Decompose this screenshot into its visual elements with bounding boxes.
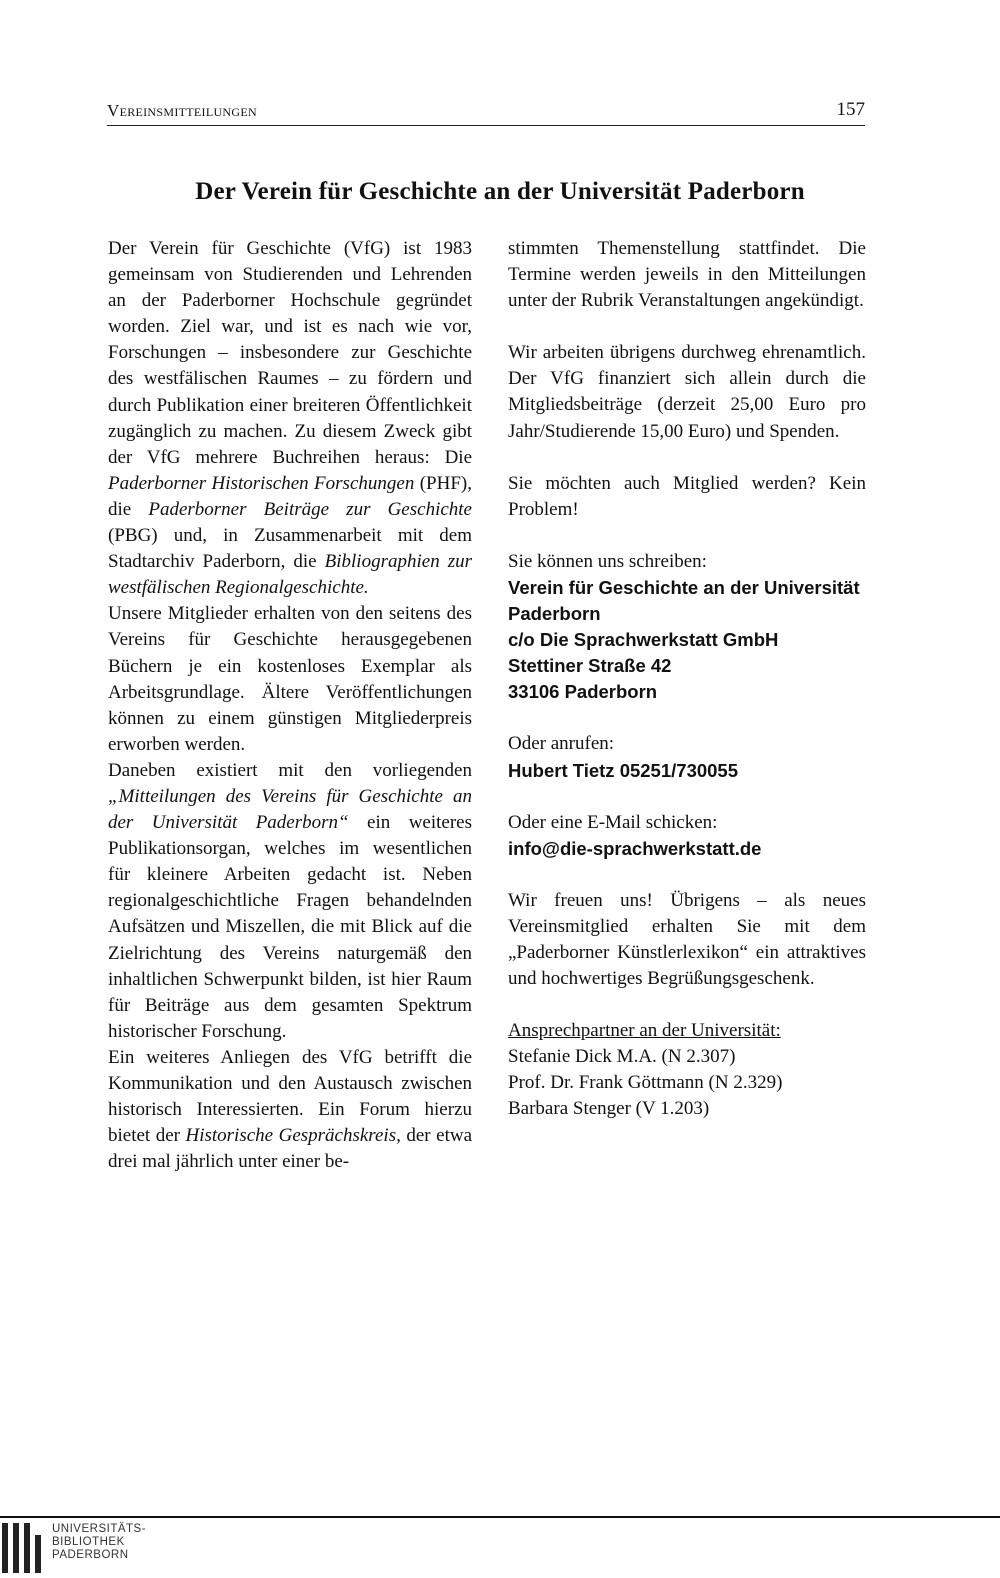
series-bibliographien: Bibliographien zur westfälischen Regionalgeschichte. bbox=[108, 551, 472, 599]
logo-bars-icon bbox=[2, 1523, 46, 1578]
paragraph-funding: Wir arbeiten übrigens durchweg ehrenamtlich. Der VfG finanziert sich allein durch die Mitgliedsbeiträge (derzeit 25,00 Euro pro Jahr/Studierende 15,00 Euro) und Spenden. bbox=[508, 342, 866, 442]
contact-entry: Prof. Dr. Frank Göttmann (N 2.329) bbox=[508, 1072, 783, 1094]
right-column bbox=[508, 236, 866, 1123]
contact-entry: Barbara Stenger (V 1.203) bbox=[508, 1098, 710, 1120]
series-phf: Paderborner Historischen Forschungen bbox=[108, 472, 415, 494]
paragraph-mitteilungen: Daneben existiert mit den vorliegenden „Mitteilungen des Vereins für Geschichte an der Universität Paderborn“ ein weiteres Publikationsorgan, welches im wesentlichen für kleinere Arbeiten gedacht ist. Neben regionalgeschichtliche Fragen behandelnden Aufsätzen und Miszellen, die mit Blick auf die Zielrichtung des Vereins naturgemäß den inhaltlichen Schwerpunkt bilden, ist hier Raum für Beiträge aus dem gesamten Spektrum historischer Forschung. bbox=[108, 759, 473, 1042]
address-line: Stettiner Straße 42 bbox=[508, 655, 672, 677]
address-line: 33106 Paderborn bbox=[508, 681, 658, 703]
paragraph-forum: Ein weiteres Anliegen des VfG betrifft die Kommunikation und den Austausch zwischen historisch Interessierten. Ein Forum hierzu bietet der Historische Gesprächskreis, der etwa drei mal jährlich unter einer be- bbox=[108, 1046, 472, 1173]
contact-entry: Stefanie Dick M.A. (N 2.307) bbox=[508, 1046, 736, 1068]
library-logo bbox=[0, 1516, 1000, 1577]
address-line: c/o Die Sprachwerkstatt GmbH bbox=[508, 629, 779, 651]
library-name: UNIVERSITÄTS- BIBLIOTHEK PADERBORN bbox=[52, 1523, 147, 1561]
paragraph-members: Unsere Mitglieder erhalten von den seitens des Vereins für Geschichte herausgegebenen Büchern je ein kostenloses Exemplar als Arbeitsgrundlage. Ältere Veröffentlichungen können zu einem günstigen Mitgliederpreis erworben werden. bbox=[108, 603, 472, 755]
write-label: Sie können uns schreiben: bbox=[508, 550, 707, 572]
address-line: Verein für Geschichte an der Universität Paderborn bbox=[508, 576, 860, 625]
forum-name: Historische Gesprächskreis, bbox=[185, 1125, 401, 1147]
phone-number: Hubert Tietz 05251/730055 bbox=[508, 759, 739, 781]
section-title: Vereinsmitteilungen bbox=[107, 101, 257, 120]
paragraph-intro: Der Verein für Geschichte (VfG) ist 1983 gemeinsam von Studierenden und Lehrenden an der Paderborner Hochschule gegründet worden. Ziel war, und ist es nach wie vor, Forschungen – insbesondere zur Geschichte des westfälischen Raumes – zu fördern und durch Publikation einer breiteren Öffentlichkeit zugänglich zu machen. Zu diesem Zweck gibt der VfG mehrere Buchreihen heraus: Die Paderborner Historischen Forschungen (PHF), die Paderborner Beiträge zur Geschichte (PBG) und, in Zusammenarbeit mit dem Stadtarchiv Paderborn, die Bibliographien zur westfälischen Regionalgeschichte. bbox=[108, 238, 472, 599]
contacts-label: Ansprechpartner an der Universität: bbox=[508, 1020, 781, 1042]
series-pbg: Paderborner Beiträge zur Geschichte bbox=[148, 498, 472, 520]
email-address: info@die-sprachwerkstatt.de bbox=[508, 837, 762, 859]
article-title: Der Verein für Geschichte an der Universität Paderborn bbox=[195, 178, 805, 205]
call-label: Oder anrufen: bbox=[508, 733, 615, 755]
left-column bbox=[108, 236, 472, 1175]
paragraph-closing: Wir freuen uns! Übrigens – als neues Vereinsmitglied erhalten Sie mit dem „Paderborner Künstlerlexikon“ ein attraktives und hochwertiges Begrüßungsgeschenk. bbox=[508, 889, 866, 990]
email-label: Oder eine E-Mail schicken: bbox=[508, 811, 718, 833]
running-head bbox=[107, 97, 865, 126]
footer-rule bbox=[0, 1516, 1000, 1518]
paragraph-dates: stimmten Themenstellung stattfindet. Die Termine werden jeweils in den Mitteilungen unter der Rubrik Veranstaltungen angekündigt. bbox=[508, 238, 866, 312]
journal-title: „Mitteilungen des Vereins für Geschichte an der Universität Paderborn“ bbox=[108, 785, 472, 834]
page-number: 157 bbox=[836, 99, 865, 120]
paragraph-membership: Sie möchten auch Mitglied werden? Kein Problem! bbox=[508, 472, 866, 520]
